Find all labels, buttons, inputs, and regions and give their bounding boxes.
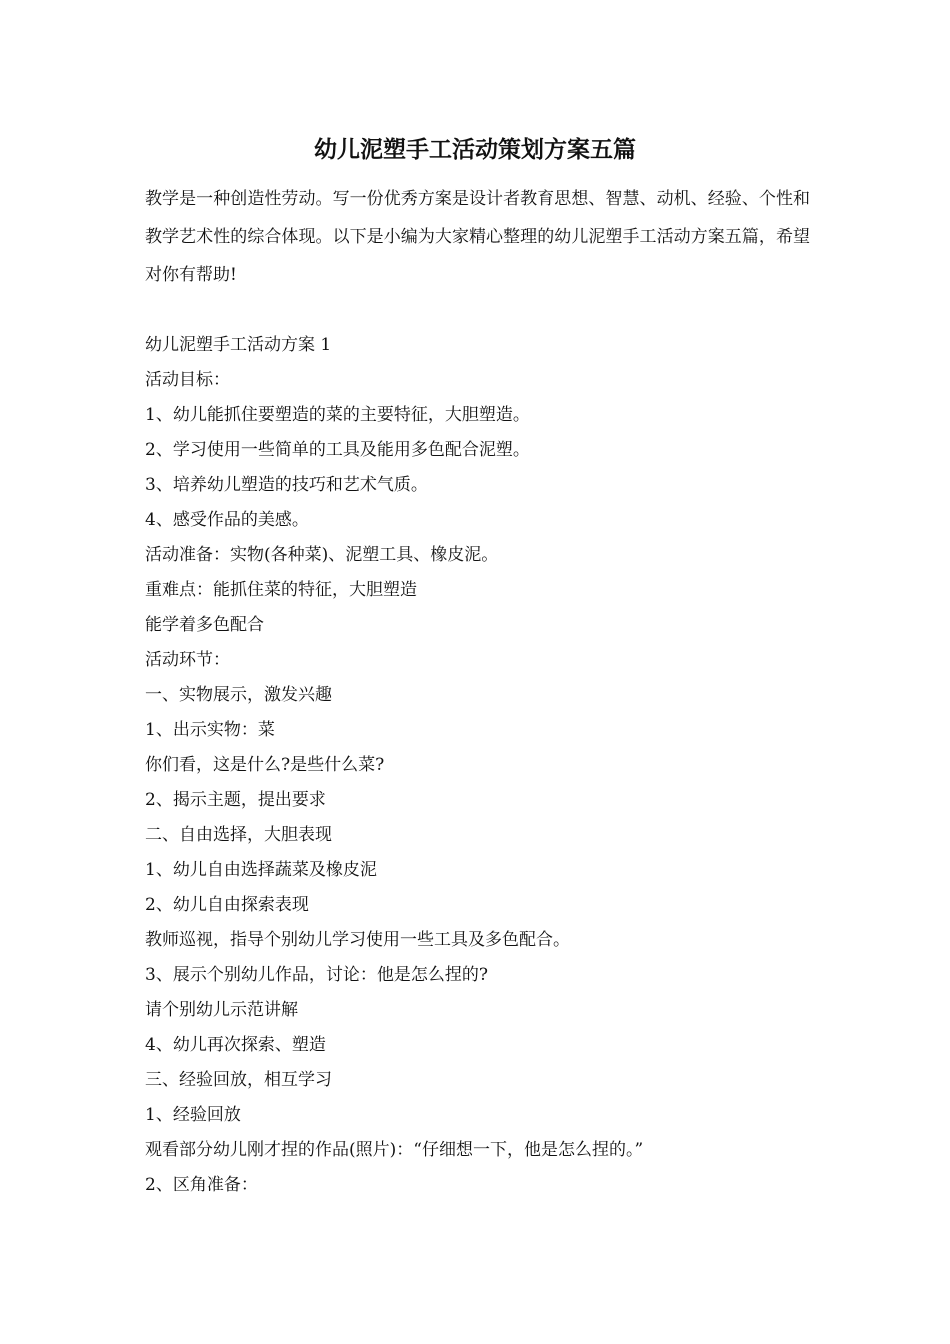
text-line: 观看部分幼儿刚才捏的作品(照片)：“仔细想一下，他是怎么捏的。” [145,1140,644,1160]
text-line: 1、经验回放 [145,1105,241,1125]
text-line: 2、揭示主题，提出要求 [145,790,326,810]
text-line: 活动环节： [145,650,230,670]
text-line: 3、培养幼儿塑造的技巧和艺术气质。 [145,475,428,495]
text-line: 2、学习使用一些简单的工具及能用多色配合泥塑。 [145,440,530,460]
text-line: 能学着多色配合 [145,615,264,635]
text-line: 幼儿泥塑手工活动方案 1 [145,335,332,355]
text-line: 你们看，这是什么?是些什么菜? [145,755,385,775]
text-line: 2、幼儿自由探索表现 [145,895,309,915]
document-title: 幼儿泥塑手工活动策划方案五篇 [314,136,636,163]
text-line: 1、出示实物：菜 [145,720,275,740]
text-line: 3、展示个别幼儿作品，讨论：他是怎么捏的? [145,965,488,985]
text-line: 2、区角准备： [145,1175,258,1195]
intro-paragraph: 教学是一种创造性劳动。写一份优秀方案是设计者教育思想、智慧、动机、经验、个性和教学艺术性的综合体现。以下是小编为大家精心整理的幼儿泥塑手工活动方案五篇，希望对你有帮助! [145,189,810,285]
text-line: 1、幼儿自由选择蔬菜及橡皮泥 [145,860,377,880]
text-line: 二、自由选择，大胆表现 [145,825,332,845]
text-line: 活动目标： [145,370,230,390]
text-line: 一、实物展示，激发兴趣 [145,685,332,705]
text-line: 教师巡视，指导个别幼儿学习使用一些工具及多色配合。 [145,930,570,950]
text-line: 活动准备：实物(各种菜)、泥塑工具、橡皮泥。 [145,545,499,565]
text-line: 1、幼儿能抓住要塑造的菜的主要特征，大胆塑造。 [145,405,530,425]
text-line: 4、幼儿再次探索、塑造 [145,1035,326,1055]
text-line: 请个别幼儿示范讲解 [145,1000,298,1020]
body-lines [145,328,810,1203]
text-line: 三、经验回放，相互学习 [145,1070,332,1090]
text-line: 重难点：能抓住菜的特征，大胆塑造 [145,580,417,600]
text-line: 4、感受作品的美感。 [145,510,309,530]
